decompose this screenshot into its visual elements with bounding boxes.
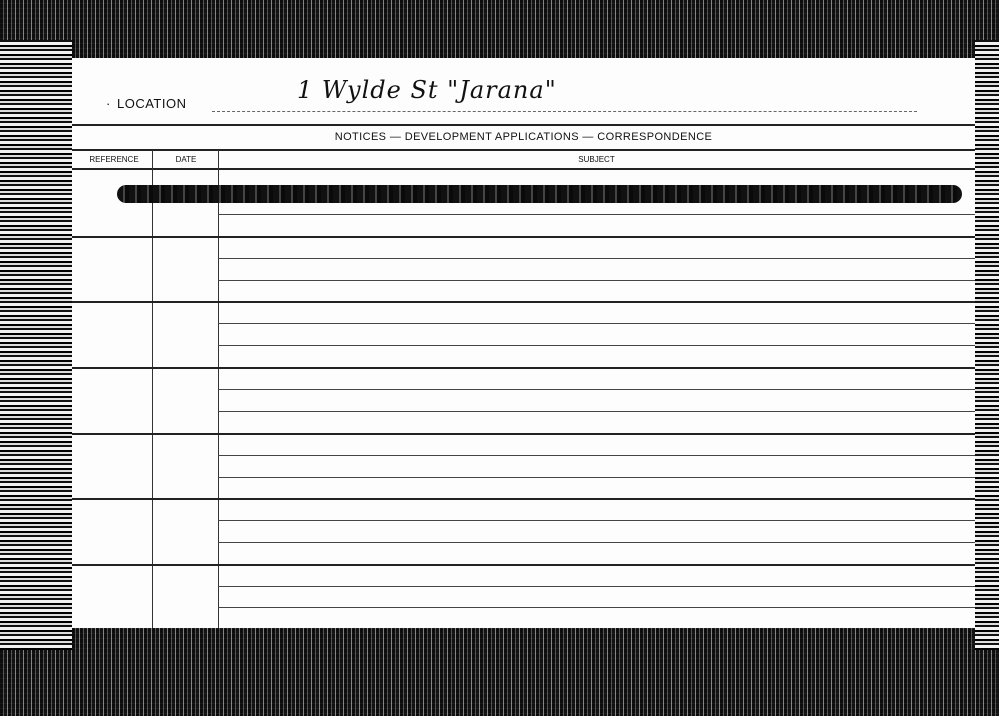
header-rule-bottom <box>72 149 975 151</box>
card-heading: NOTICES — DEVELOPMENT APPLICATIONS — CORRESPONDENCE <box>334 131 713 143</box>
subject-line <box>218 345 975 346</box>
subject-line <box>218 477 975 478</box>
subject-line <box>218 214 975 215</box>
row-separator <box>72 301 975 303</box>
row-separator <box>72 433 975 435</box>
subject-line <box>218 607 975 608</box>
scan-edge-right <box>975 40 999 650</box>
record-card <box>72 58 975 628</box>
subject-line <box>218 586 975 587</box>
column-header-reference: REFERENCE <box>89 155 139 164</box>
subject-line <box>218 323 975 324</box>
location-value: 1 Wylde St "Jarana" <box>297 76 557 104</box>
subject-line <box>218 455 975 456</box>
row-separator <box>72 564 975 566</box>
subject-line <box>218 258 975 259</box>
redaction-bar <box>117 185 962 203</box>
subject-line <box>218 389 975 390</box>
scan-edge-left <box>0 40 72 650</box>
row-separator <box>72 367 975 369</box>
location-bullet: · <box>106 96 111 111</box>
location-underline <box>212 111 917 112</box>
column-header-subject: SUBJECT <box>578 155 615 164</box>
subject-line <box>218 411 975 412</box>
row-separator <box>72 498 975 500</box>
subject-line <box>218 280 975 281</box>
column-header-date: DATE <box>175 155 197 164</box>
scan-noise-bottom <box>0 625 999 716</box>
subject-line <box>218 520 975 521</box>
scan-noise-top <box>0 0 999 60</box>
location-label: LOCATION <box>117 96 187 111</box>
header-rule-top <box>72 124 975 126</box>
row-separator <box>72 236 975 238</box>
column-divider-reference <box>152 150 153 628</box>
column-header-rule <box>72 168 975 170</box>
subject-line <box>218 542 975 543</box>
